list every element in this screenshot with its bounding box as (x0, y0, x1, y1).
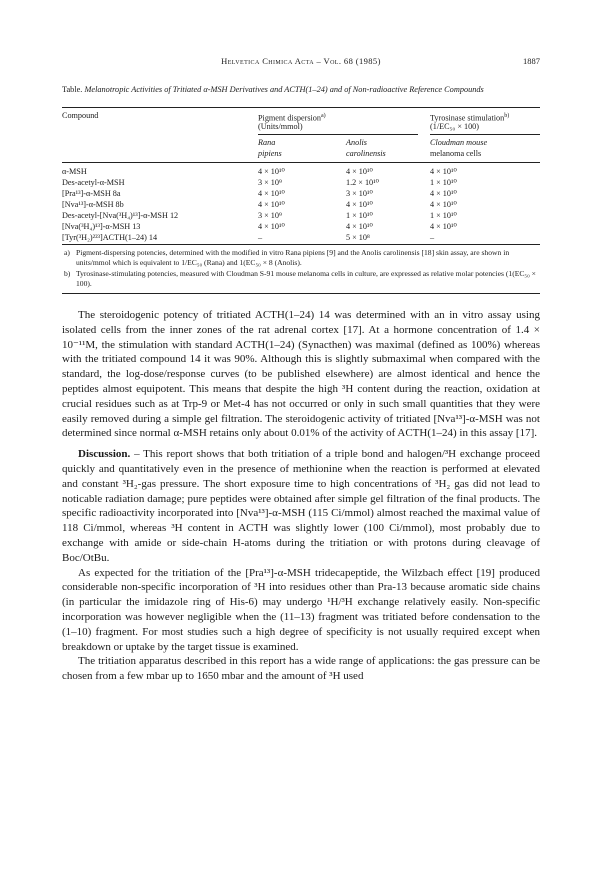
subheader-rana: Rana (258, 138, 276, 147)
table-caption (62, 85, 540, 95)
subheader-anolis-2: carolinensis (346, 149, 386, 158)
body-text (62, 308, 540, 684)
table-row: [Tyr(³H₂)²²³]ACTH(1–24) 14 – 5 × 10⁸ – (62, 233, 435, 242)
table-row: [Nva¹³]-α-MSH 8b 4 × 10¹⁰ 4 × 10¹⁰ 4 × 10¹⁰ (62, 200, 457, 209)
col-header-pigment: Pigment dispersion$^{a)}$ (258, 113, 326, 123)
discussion-heading: Discussion. (78, 448, 131, 461)
table-bottom-rule (62, 244, 540, 245)
table-row: [Nva(³H₄)¹³]-α-MSH 13 4 × 10¹⁰ 4 × 10¹⁰ 4 × 10¹⁰ (62, 222, 457, 231)
col-unit-pigment: (Units/mmol) (258, 122, 303, 131)
col-header-compound: Compound (62, 111, 99, 120)
table-row: α-MSH 4 × 10¹⁰ 4 × 10¹⁰ 4 × 10¹⁰ (62, 167, 457, 176)
subheader-cloudman-2: melanoma cells (430, 149, 482, 158)
col-unit-tyrosinase: (1/EC₅₀ × 100) (430, 122, 479, 131)
subheader-rana-2: pipiens (258, 149, 282, 158)
tyrosinase-subheader-rule (430, 134, 540, 135)
caption-title: Melanotropic Activities of Tritiated α-MSH Derivatives and ACTH(1–24) and of Non-radioactive Reference Compounds (84, 85, 484, 94)
footnote-a: a) Pigment-dispersing potencies, determined with the modified in vitro Rana pipiens [9] and the Anolis carolinensis [18] skin assay, are shown in units/mmol which is equivalent to 1/EC₅₀ (Rana) and 1(EC₅₀ × 8 (Anolis). (64, 248, 510, 267)
page-number: 1887 (523, 56, 540, 66)
footnote-b: b) Tyrosinase-stimulating potencies, measured with Cloudman S-91 mouse melanoma cells in culture, are expressed as relative molar potencies (1(EC₅₀ × 100). (64, 269, 536, 288)
running-header (62, 56, 540, 70)
paragraph-discussion: Discussion. – This report shows that both tritiation of a triple bond and halogen/³H exchange proceed quickly and quantitatively even in the presence of methionine when the reaction is performed at elevated and constant ³H₂-gas pressure. The short exposure time to high concentrations of ³H₂ gas did not lead to noticable radiation damage; pure peptides were obtained after simple gel filtration of the final products. The specific radioactivity incorporated into [Nva¹³]-α-MSH (115 Ci/mmol) almost reached the maximal value of 118 Ci/mmol, whereas ³H content in ACTH was slightly lower (100 Ci/mmol), most probably due to exchange with amide or side-chain H-atoms during the tritiation or with protons during cleavage of Boc/OtBu. (62, 448, 540, 564)
table-row: [Pra¹³]-α-MSH 8a 4 × 10¹⁰ 3 × 10¹⁰ 4 × 10¹⁰ (62, 189, 457, 198)
table-row: Des-acetyl-[Nva(³H₄)¹³]-α-MSH 12 3 × 10⁹ 1 × 10¹⁰ 1 × 10¹⁰ (62, 211, 457, 220)
table-row: Des-acetyl-α-MSH 3 × 10⁹ 1.2 × 10¹⁰ 1 × 10¹⁰ (62, 178, 457, 187)
subheader-anolis: Anolis (346, 138, 367, 147)
paragraph-wilzbach: As expected for the tritiation of the [Pra¹³]-α-MSH tridecapeptide, the Wilzbach effect [19] produced considerable non-specific incorporation of ³H into residues other than Pra-13 because aromatic side chains (in particular the imidazole ring of His-6) may undergo ¹H/³H exchange relatively easily. Non-specific incorporation was however negligible when the (11–13) fragment was tritiated before condensation to the (1–10) fragment. For most studies such a high degree of specificity is not usually required except when breakdown or uptake by the target tissue is examined. (62, 566, 540, 653)
table-header-rule (62, 162, 540, 163)
footnote-bottom-rule (62, 293, 540, 294)
table-top-rule (62, 107, 540, 108)
pigment-subheader-rule (258, 134, 418, 135)
subheader-cloudman: Cloudman mouse (430, 138, 488, 147)
col-header-tyrosinase: Tyrosinase stimulation$^{b)}$ (430, 113, 510, 123)
caption-label: Table. (62, 85, 83, 94)
paragraph-steroidogenic: The steroidogenic potency of tritiated ACTH(1–24) 14 was determined with an in vitro assay using isolated cells from the inner zones of the rat adrenal cortex [17]. At a hormone concentration of 1.4 × 10⁻¹¹M, the stimulation with standard ACTH(1–24) (Synacthen) was maximal (defined as 100%) whereas with the tritiated compound 14 it was 90%. Although this is slightly submaximal when compared with the standard, the log-dose/response curves (to be published elsewhere) are almost identical and hence the peptides almost equipotent. This means that despite the high ³H content during the reaction, oxidation at crucial residues such as at Trp-9 or Met-4 has not occurred or only in such small quantities that they were easily removed during a simple gel filtration. The steroidogenic activity of tritiated [Nva¹³]-α-MSH was not determined since normal α-MSH retains only about 0.01% of the activity of ACTH(1–24) in this assay [17]. (62, 309, 540, 440)
journal-title: Helvetica Chimica Acta – Vol. 68 (1985) (221, 56, 381, 66)
paragraph-apparatus: The tritiation apparatus described in this report has a wide range of applications: the gas pressure can be chosen from a few mbar up to 1650 mbar and the amount of ³H used (62, 655, 540, 683)
